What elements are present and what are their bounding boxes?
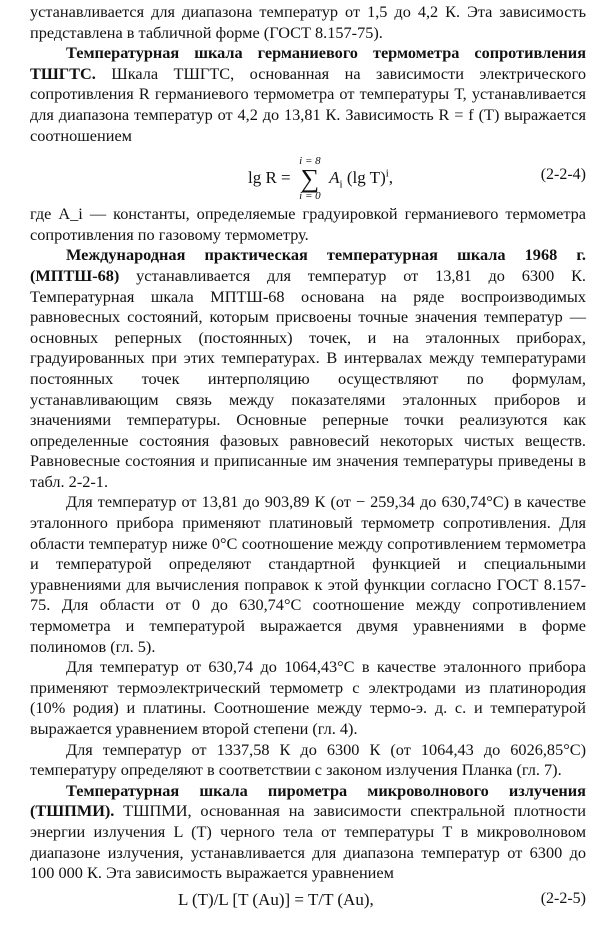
paragraph-microwave-scale bbox=[30, 781, 586, 884]
equation-formula: L (T)/L [T (Au)] = T/T (Au), bbox=[178, 889, 374, 909]
log-term: (lg T) bbox=[342, 168, 386, 188]
section-heading-tshgts: Температурная шкала германиевого термометра сопротивления ТШГТС. bbox=[30, 43, 586, 83]
paragraph-text: Шкала ТШГТС, основанная на зависимости электрического сопротивления R германиевого термометра от температуры Т, устанавливается для диапазона температур от 4,2 до 13,81 К. Зависимость R = f (T) выражается соотношением bbox=[30, 63, 586, 145]
paragraph-text: устанавливается для температур от 13,81 до 6300 К. Температурная шкала МПТШ-68 основана на ряде воспроизводимых равновесных состояний, которым присвоены точные значения температур — основных реперных (постоянных) точек, и на эталонных приборах, градуированных при этих температурах. В интервалах между температурами постоянных точек интерполяцию осуществляют по формулам, устанавливающим связь между показателями эталонных приборов и значениями температуры. Основные реперные точки реализуются как определенные состояния фазовых равновесий некоторых чистых веществ. Равновесные состояния и приписанные им значения температуры приведены в табл. 2-2-1. bbox=[30, 265, 586, 491]
equation-number: (2-2-4) bbox=[540, 166, 586, 184]
sum-lower-limit: i = 0 bbox=[299, 190, 321, 203]
paragraph-thermocouple-range: Для температур от 630,74 до 1064,43°С в качестве эталонного прибора применяют термоэлектрический термометр с электродами из платинородия (10% родия) и платины. Соотношение между термо-э. д. с. и температурой выражается уравнением второй степени (гл. 4). bbox=[30, 657, 586, 738]
paragraph-constants: где A_i — константы, определяемые градуировкой германиевого термометра сопротивления по газовому термометру. bbox=[30, 204, 586, 244]
paragraph-intro: устанавливается для диапазона температур от 1,5 до 4,2 К. Эта зависимость представлена в табличной форме (ГОСТ 8.157-75). bbox=[30, 2, 586, 42]
paragraph-mptsh68 bbox=[30, 245, 586, 492]
equation-comma: , bbox=[388, 168, 394, 188]
equation-lhs: lg R = bbox=[248, 168, 291, 188]
document-page bbox=[30, 2, 586, 916]
equation-number: (2-2-5) bbox=[540, 889, 586, 907]
paragraph-platinum-range: Для температур от 13,81 до 903,89 К (от − 259,34 до 630,74°С) в качестве эталонного прибора применяют платиновый термометр сопротивления. Для области температур ниже 0°С соотношение между сопротивлением термометра и температурой определяют стандартной функцией и специальными уравнениями для вычисления поправок к этой функции согласно ГОСТ 8.157-75. Для области от 0 до 630,74°С соотношение между сопротивлением термометра и температурой выражается двумя уравнениями в форме полиномов (гл. 5). bbox=[30, 492, 586, 656]
power-superscript: i bbox=[385, 167, 389, 180]
section-heading-mptsh68: Международная практическая температурная шкала 1968 г. (МПТШ-68) bbox=[30, 245, 586, 285]
sum-upper-limit: i = 8 bbox=[299, 155, 321, 168]
equation-2-2-4 bbox=[30, 152, 586, 203]
coefficient-subscript: i bbox=[339, 178, 343, 191]
summation bbox=[299, 156, 321, 202]
paragraph-planck-range: Для температур от 1337,58 К до 6300 К (от 1064,43 до 6026,85°С) температуру определяют в соответствии с законом излучения Планка (гл. 7). bbox=[30, 739, 586, 780]
section-heading-tshpmi: Температурная шкала пирометра микроволнового излучения (ТШПМИ). bbox=[30, 780, 586, 821]
paragraph-germanium-scale bbox=[30, 43, 586, 146]
coefficient-a: A bbox=[329, 168, 340, 188]
equation-2-2-5 bbox=[30, 888, 586, 916]
equation-formula bbox=[248, 156, 393, 202]
paragraph-text: ТШПМИ, основанная на зависимости спектральной плотности энергии излучения L (T) черного тела от температуры Т в микроволновом диапазоне излучения, устанавливается для диапазона температур от 6300 до 100 000 К. Эта зависимость выражается уравнением bbox=[30, 801, 586, 883]
sigma-symbol: ∑ bbox=[300, 164, 320, 194]
